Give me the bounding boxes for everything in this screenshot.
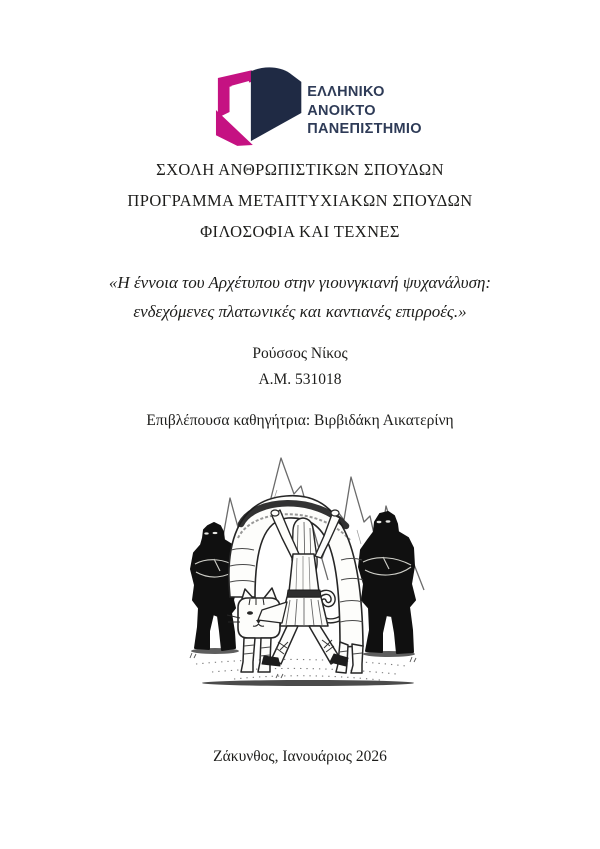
program-name-line: ΦΙΛΟΣΟΦΙΑ ΚΑΙ ΤΕΧΝΕΣ [200,222,400,241]
logo-line-3: ΠΑΝΕΠΙΣΤΗΜΙΟ [307,121,422,137]
author-block [0,341,600,392]
program-line: ΠΡΟΓΡΑΜΜΑ ΜΕΤΑΠΤΥΧΙΑΚΩΝ ΣΠΟΥΔΩΝ [127,191,473,210]
right-giant-eye [377,521,382,523]
school-line: ΣΧΟΛΗ ΑΝΘΡΩΠΙΣΤΙΚΩΝ ΣΠΟΥΔΩΝ [156,160,444,179]
logo-line-2: ΑΝΟΙΚΤΟ [307,102,376,119]
header-block [0,154,600,247]
registration-number: Α.Μ. 531018 [258,370,342,388]
logo-line-1: ΕΛΛΗΝΙΚΟ [307,84,385,100]
left-giant-eye [213,532,218,534]
thesis-title-line-2: ενδεχόμενες πλατωνικές και καντιανές επιρροές.» [133,302,467,321]
ground [196,659,406,680]
place-date-line: Ζάκυνθος, Ιανουάριος 2026 [213,748,387,765]
university-logo [208,64,422,159]
cover-illustration [168,450,432,690]
ground-shadow [202,680,414,686]
thesis-title-line-1: «Η έννοια του Αρχέτυπου στην γιουνγκιανή ψυχανάλυση: [108,273,492,292]
thor-lifting-cat-illustration-icon [168,450,432,690]
open-book-logo-icon [208,64,305,159]
left-giant-eye [204,532,208,534]
supervisor-line: Επιβλέπουσα καθηγήτρια: Βιρβιδάκη Αικατερίνη [146,412,454,429]
university-logo-text [307,83,422,139]
cat-front-legs [241,638,271,672]
right-giant-eye [386,520,391,522]
author-name: Ρούσσος Νίκος [252,345,348,362]
thesis-title [0,268,600,326]
